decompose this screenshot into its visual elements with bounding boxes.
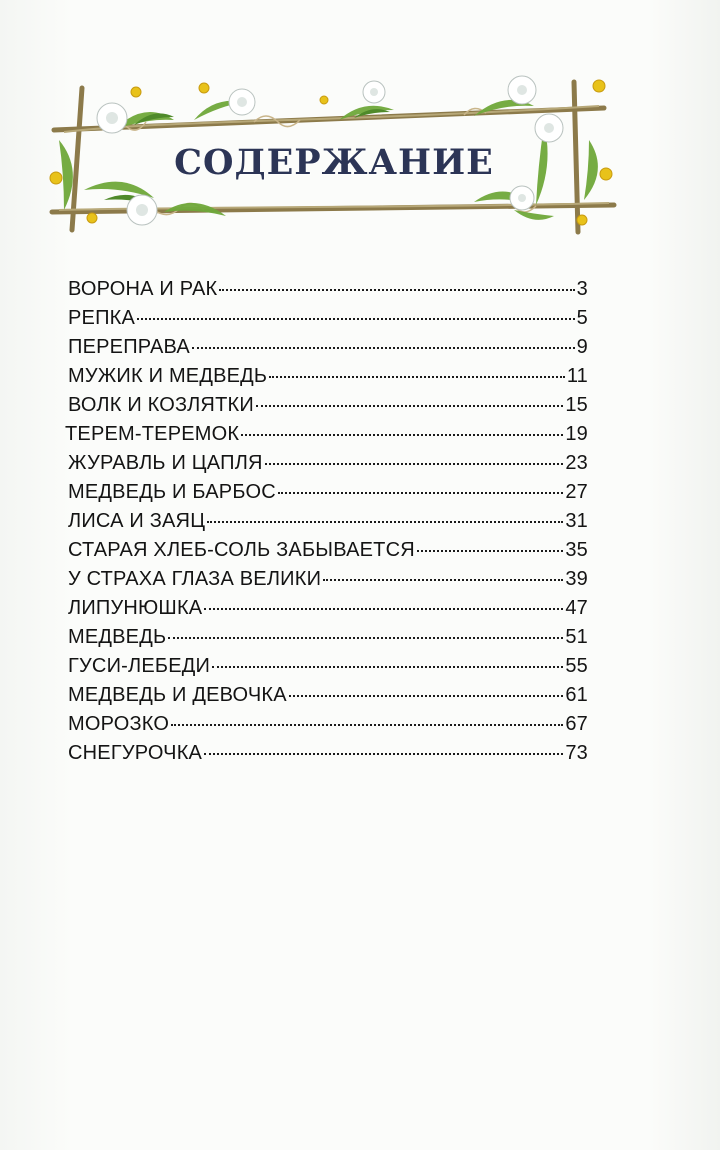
- toc-entry-title: МУЖИК И МЕДВЕДЬ: [68, 365, 268, 387]
- toc-leader-dots: [219, 289, 574, 291]
- toc-entry-page: 35: [565, 539, 588, 561]
- toc-entry-page: 55: [565, 655, 588, 677]
- toc-leader-dots: [171, 724, 563, 726]
- toc-entry-title: ТЕРЕМ-ТЕРЕМОК: [65, 423, 240, 445]
- toc-entry-page: 67: [565, 713, 588, 735]
- toc-leader-dots: [204, 753, 563, 755]
- toc-leader-dots: [256, 405, 563, 407]
- toc-leader-dots: [204, 608, 563, 610]
- toc-entry[interactable]: [68, 742, 588, 771]
- toc-entry[interactable]: [68, 510, 588, 539]
- toc-leader-dots: [265, 463, 564, 465]
- toc-entry-page: 5: [576, 307, 588, 329]
- toc-leader-dots: [241, 434, 563, 436]
- toc-leader-dots: [168, 637, 563, 639]
- toc-entry[interactable]: [68, 307, 588, 336]
- toc-entry-page: 27: [565, 481, 588, 503]
- toc-entry-title: ЛИСА И ЗАЯЦ: [68, 510, 206, 532]
- toc-entry[interactable]: [68, 713, 588, 742]
- toc-entry[interactable]: [65, 423, 588, 452]
- toc-entry-page: 31: [565, 510, 588, 532]
- toc-leader-dots: [192, 347, 575, 349]
- toc-entry-page: 9: [576, 336, 588, 358]
- table-of-contents: [65, 278, 588, 771]
- toc-entry-page: 51: [565, 626, 588, 648]
- toc-entry-title: ЖУРАВЛЬ И ЦАПЛЯ: [68, 452, 263, 474]
- toc-leader-dots: [278, 492, 563, 494]
- toc-entry-page: 47: [565, 597, 588, 619]
- toc-entry-page: 73: [565, 742, 588, 764]
- toc-entry-title: МЕДВЕДЬ И БАРБОС: [68, 481, 276, 503]
- toc-entry[interactable]: [68, 365, 588, 394]
- toc-entry-title: МЕДВЕДЬ И ДЕВОЧКА: [68, 684, 287, 706]
- toc-entry-title: МЕДВЕДЬ: [68, 626, 167, 648]
- toc-entry-title: ВОРОНА И РАК: [68, 278, 218, 300]
- toc-entry-title: ЛИПУНЮШКА: [68, 597, 203, 619]
- toc-entry-page: 23: [565, 452, 588, 474]
- toc-entry[interactable]: [68, 481, 588, 510]
- toc-leader-dots: [289, 695, 564, 697]
- toc-entry-title: У СТРАХА ГЛАЗА ВЕЛИКИ: [68, 568, 322, 590]
- toc-entry-title: СНЕГУРОЧКА: [68, 742, 203, 764]
- title-frame: [44, 70, 624, 240]
- toc-entry[interactable]: [68, 452, 588, 481]
- toc-leader-dots: [212, 666, 563, 668]
- toc-entry[interactable]: [68, 597, 588, 626]
- toc-entry-title: СТАРАЯ ХЛЕБ-СОЛЬ ЗАБЫВАЕТСЯ: [68, 539, 415, 561]
- toc-entry-title: ВОЛК И КОЗЛЯТКИ: [68, 394, 254, 416]
- toc-leader-dots: [207, 521, 563, 523]
- toc-leader-dots: [137, 318, 575, 320]
- toc-entry-page: 61: [565, 684, 588, 706]
- toc-entry[interactable]: [68, 626, 588, 655]
- toc-entry-title: ПЕРЕПРАВА: [68, 336, 190, 358]
- toc-entry-title: РЕПКА: [68, 307, 136, 329]
- toc-entry-title: ГУСИ-ЛЕБЕДИ: [68, 655, 211, 677]
- toc-entry[interactable]: [68, 336, 588, 365]
- toc-entry-page: 19: [565, 423, 588, 445]
- toc-leader-dots: [417, 550, 563, 552]
- toc-entry-title: МОРОЗКО: [68, 713, 170, 735]
- toc-entry-page: 3: [576, 278, 588, 300]
- toc-entry[interactable]: [68, 655, 588, 684]
- toc-entry[interactable]: [68, 394, 588, 423]
- toc-leader-dots: [269, 376, 565, 378]
- toc-entry-page: 39: [565, 568, 588, 590]
- page-title: СОДЕРЖАНИЕ: [174, 142, 494, 183]
- toc-entry-page: 11: [566, 365, 588, 387]
- toc-entry[interactable]: [68, 684, 588, 713]
- toc-leader-dots: [323, 579, 563, 581]
- toc-entry[interactable]: [68, 278, 588, 307]
- toc-entry[interactable]: [68, 568, 588, 597]
- toc-entry-page: 15: [565, 394, 588, 416]
- toc-entry[interactable]: [68, 539, 588, 568]
